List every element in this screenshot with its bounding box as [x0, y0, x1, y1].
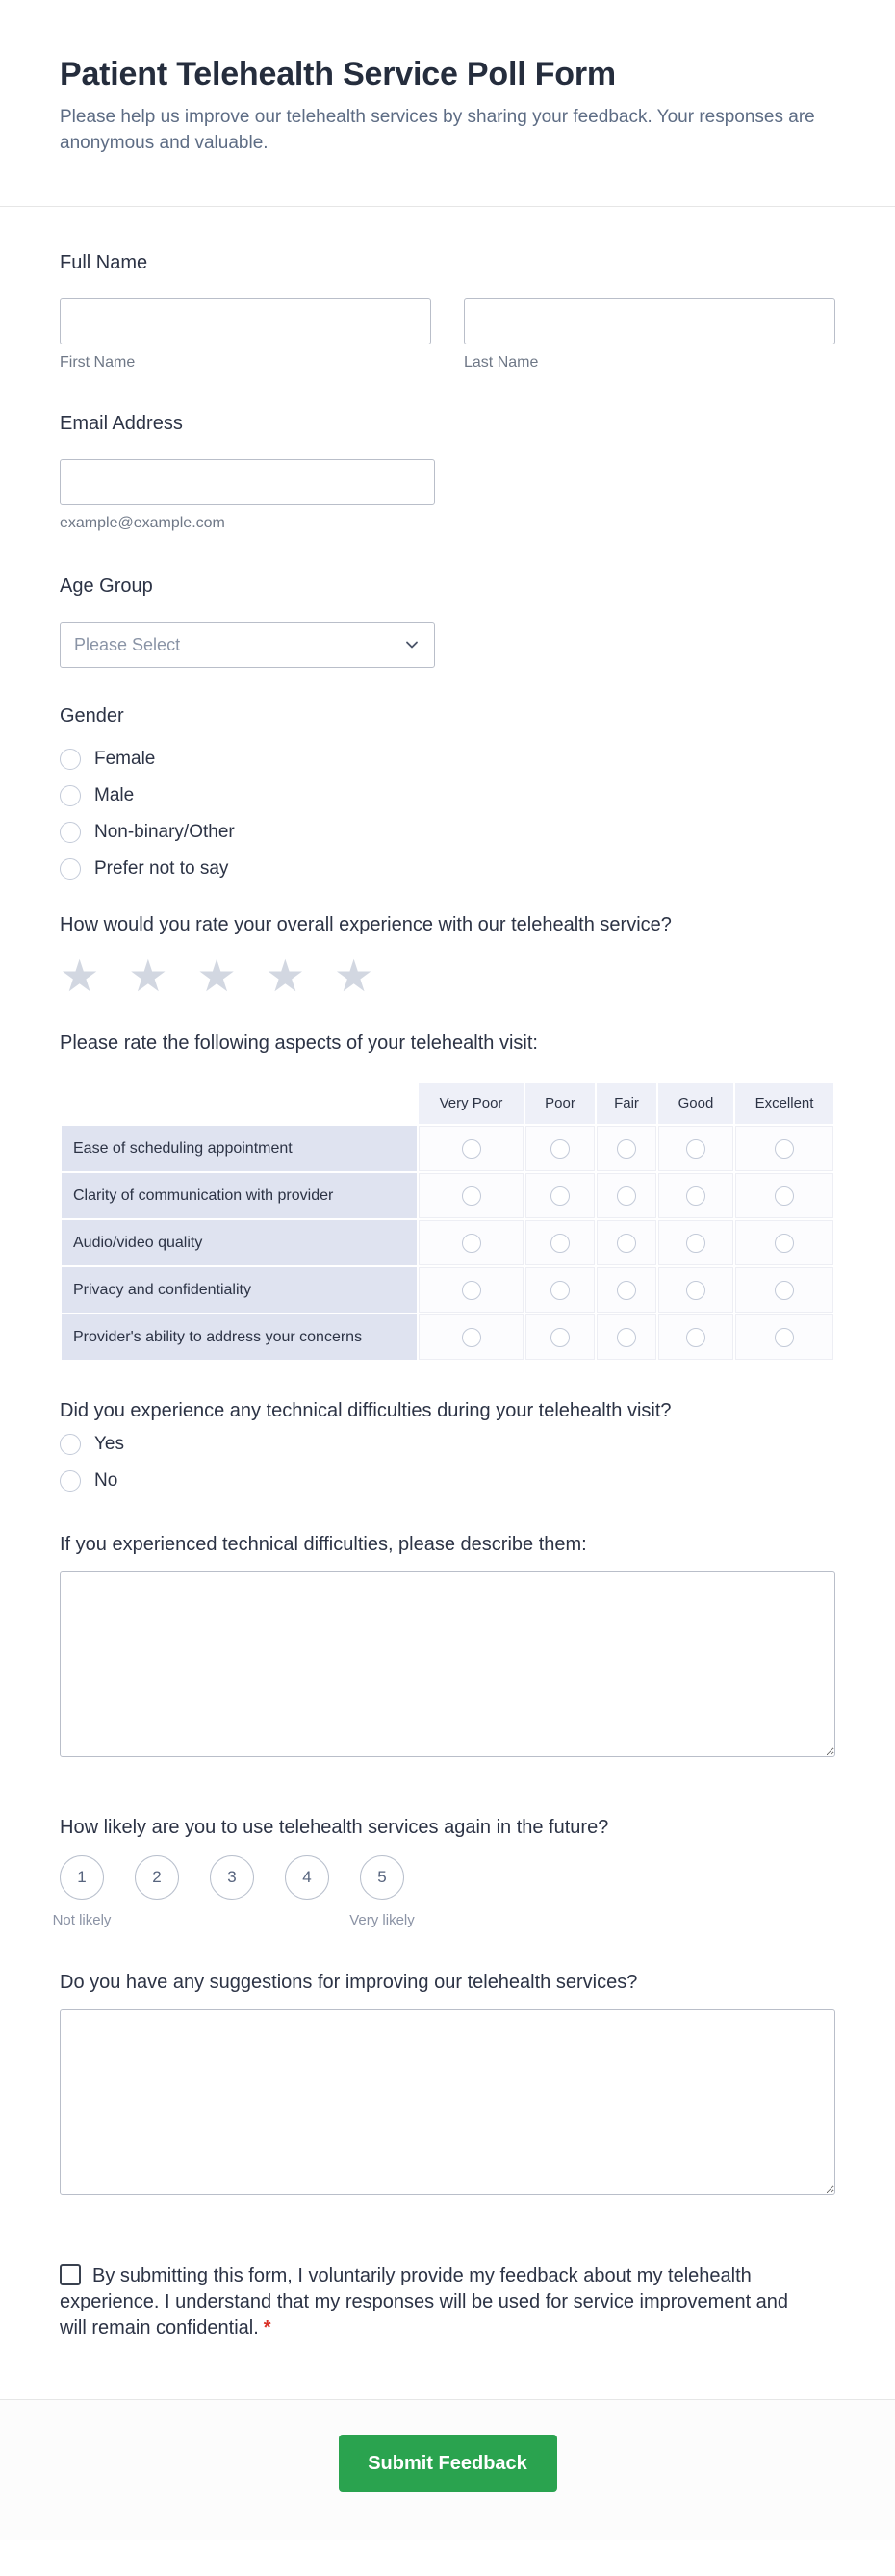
radio-button-icon [60, 822, 81, 843]
first-name-field [60, 298, 431, 372]
matrix-label: Please rate the following aspects of your telehealth visit: [60, 1033, 538, 1054]
matrix-cell[interactable] [419, 1220, 524, 1265]
gender-option-label: Female [94, 749, 156, 769]
matrix-cell[interactable] [658, 1173, 733, 1218]
matrix-cell[interactable] [419, 1314, 524, 1360]
scale-max-label: Very likely [349, 1912, 415, 1928]
email-label: Email Address [60, 413, 183, 434]
scale-option-4[interactable]: 4 [285, 1855, 329, 1900]
question-suggestions [60, 1971, 835, 2200]
form-body [0, 251, 895, 2341]
scale-option-1[interactable]: 1 [60, 1855, 104, 1900]
matrix-corner-cell [62, 1083, 417, 1124]
matrix-cell[interactable] [525, 1173, 595, 1218]
matrix-row-label: Provider's ability to address your concerns [62, 1314, 417, 1360]
radio-button-icon [775, 1281, 794, 1300]
matrix-cell[interactable] [525, 1126, 595, 1171]
matrix-cell[interactable] [735, 1126, 833, 1171]
matrix-column-header: Very Poor [419, 1083, 524, 1124]
question-gender [60, 704, 835, 880]
first-name-sublabel: First Name [60, 354, 136, 370]
last-name-input[interactable] [464, 298, 835, 344]
radio-button-icon [617, 1186, 636, 1206]
age-group-select[interactable] [60, 622, 435, 668]
first-name-input[interactable] [60, 298, 431, 344]
matrix-column-header: Fair [597, 1083, 656, 1124]
form-subtitle: Please help us improve our telehealth services by sharing your feedback. Your responses are anonymous and valuable. [60, 107, 815, 153]
tech-option-no[interactable] [60, 1470, 835, 1492]
radio-button-icon [60, 785, 81, 806]
scale-option-5[interactable]: 5 [360, 1855, 404, 1900]
likelihood-scale [52, 1855, 415, 1928]
matrix-cell[interactable] [597, 1220, 656, 1265]
consent-field [60, 2263, 820, 2341]
radio-button-icon [550, 1234, 570, 1253]
question-age-group [60, 574, 835, 668]
matrix-row-label: Ease of scheduling appointment [62, 1126, 417, 1171]
star-icon[interactable] [334, 955, 373, 997]
radio-button-icon [462, 1281, 481, 1300]
matrix-cell[interactable] [597, 1267, 656, 1313]
gender-option-label: Prefer not to say [94, 858, 229, 879]
scale-min-label: Not likely [52, 1912, 112, 1928]
suggestions-label: Do you have any suggestions for improving our telehealth services? [60, 1972, 638, 1993]
form-footer [0, 2400, 895, 2540]
matrix-cell[interactable] [525, 1314, 595, 1360]
matrix-cell[interactable] [735, 1267, 833, 1313]
star-icon[interactable] [197, 955, 237, 997]
likelihood-label: How likely are you to use telehealth services again in the future? [60, 1817, 609, 1838]
last-name-sublabel: Last Name [464, 354, 539, 370]
radio-button-icon [617, 1234, 636, 1253]
question-email [60, 412, 835, 533]
question-describe-difficulties [60, 1533, 835, 1762]
email-input[interactable] [60, 459, 435, 505]
gender-option-nonbinary[interactable] [60, 822, 835, 843]
header-divider [0, 206, 895, 207]
gender-option-female[interactable] [60, 749, 835, 770]
matrix-cell[interactable] [525, 1267, 595, 1313]
tech-option-label: No [94, 1470, 118, 1491]
radio-button-icon [617, 1281, 636, 1300]
radio-button-icon [550, 1139, 570, 1159]
star-icon[interactable] [266, 955, 305, 997]
radio-button-icon [686, 1139, 705, 1159]
radio-button-icon [775, 1328, 794, 1347]
radio-button-icon [550, 1186, 570, 1206]
last-name-field [464, 298, 835, 372]
gender-option-label: Male [94, 785, 135, 805]
chevron-down-icon [403, 636, 421, 653]
select-value: Please Select [74, 634, 181, 654]
difficulties-textarea[interactable] [60, 1571, 835, 1757]
gender-option-male[interactable] [60, 785, 835, 806]
gender-option-label: Non-binary/Other [94, 822, 235, 842]
matrix-cell[interactable] [735, 1314, 833, 1360]
age-group-label: Age Group [60, 575, 153, 597]
email-sublabel: example@example.com [60, 515, 225, 531]
matrix-row [62, 1126, 833, 1171]
matrix-cell[interactable] [735, 1173, 833, 1218]
radio-button-icon [60, 1470, 81, 1492]
radio-button-icon [775, 1234, 794, 1253]
matrix-cell[interactable] [735, 1220, 833, 1265]
full-name-label: Full Name [60, 252, 148, 273]
matrix-cell[interactable] [525, 1220, 595, 1265]
matrix-header-row [62, 1083, 833, 1124]
tech-option-yes[interactable] [60, 1434, 835, 1455]
matrix-cell[interactable] [658, 1126, 733, 1171]
radio-button-icon [686, 1328, 705, 1347]
star-icon[interactable] [128, 955, 167, 997]
matrix-row [62, 1314, 833, 1360]
radio-button-icon [462, 1186, 481, 1206]
describe-difficulties-label: If you experienced technical difficulties, please describe them: [60, 1534, 587, 1555]
matrix-cell[interactable] [658, 1220, 733, 1265]
matrix-column-header: Excellent [735, 1083, 833, 1124]
matrix-cell[interactable] [597, 1173, 656, 1218]
radio-button-icon [686, 1281, 705, 1300]
matrix-cell[interactable] [419, 1173, 524, 1218]
consent-text: By submitting this form, I voluntarily provide my feedback about my telehealth experience. I understand that my responses will be used for service improvement and will remain confidential. [60, 2265, 789, 2338]
radio-button-icon [60, 1434, 81, 1455]
matrix-row [62, 1267, 833, 1313]
suggestions-textarea[interactable] [60, 2009, 835, 2195]
radio-button-icon [550, 1281, 570, 1300]
matrix-row [62, 1173, 833, 1218]
matrix-cell[interactable] [658, 1267, 733, 1313]
star-rating [60, 955, 835, 997]
gender-label: Gender [60, 705, 124, 727]
radio-button-icon [60, 749, 81, 770]
radio-button-icon [775, 1139, 794, 1159]
scale-option-3[interactable]: 3 [210, 1855, 254, 1900]
matrix-column-header: Poor [525, 1083, 595, 1124]
question-full-name [60, 251, 835, 372]
page-title: Patient Telehealth Service Poll Form [60, 56, 616, 92]
form-header [0, 0, 895, 206]
rating-matrix [60, 1081, 835, 1362]
matrix-column-header: Good [658, 1083, 733, 1124]
matrix-row-label: Privacy and confidentiality [62, 1267, 417, 1313]
matrix-cell[interactable] [597, 1126, 656, 1171]
radio-button-icon [462, 1234, 481, 1253]
overall-rating-label: How would you rate your overall experience with our telehealth service? [60, 914, 672, 935]
matrix-row-label: Clarity of communication with provider [62, 1173, 417, 1218]
question-overall-rating [60, 913, 835, 997]
scale-option-2[interactable]: 2 [135, 1855, 179, 1900]
star-icon[interactable] [60, 955, 99, 997]
question-likelihood [52, 1816, 835, 1928]
matrix-row [62, 1220, 833, 1265]
submit-button[interactable]: Submit Feedback [339, 2435, 557, 2492]
matrix-cell[interactable] [419, 1267, 524, 1313]
required-asterisk: * [263, 2317, 271, 2338]
matrix-cell[interactable] [419, 1126, 524, 1171]
radio-button-icon [686, 1186, 705, 1206]
radio-button-icon [775, 1186, 794, 1206]
question-tech-difficulties [60, 1399, 835, 1492]
matrix-cell[interactable] [658, 1314, 733, 1360]
radio-button-icon [462, 1139, 481, 1159]
gender-option-prefer-not[interactable] [60, 858, 835, 880]
question-matrix [60, 1032, 835, 1362]
matrix-cell[interactable] [597, 1314, 656, 1360]
tech-option-label: Yes [94, 1434, 124, 1454]
radio-button-icon [617, 1139, 636, 1159]
radio-button-icon [617, 1328, 636, 1347]
tech-difficulties-label: Did you experience any technical difficulties during your telehealth visit? [60, 1400, 672, 1421]
radio-button-icon [462, 1328, 481, 1347]
matrix-row-label: Audio/video quality [62, 1220, 417, 1265]
checkbox-icon[interactable] [60, 2264, 81, 2285]
radio-button-icon [550, 1328, 570, 1347]
radio-button-icon [686, 1234, 705, 1253]
radio-button-icon [60, 858, 81, 880]
